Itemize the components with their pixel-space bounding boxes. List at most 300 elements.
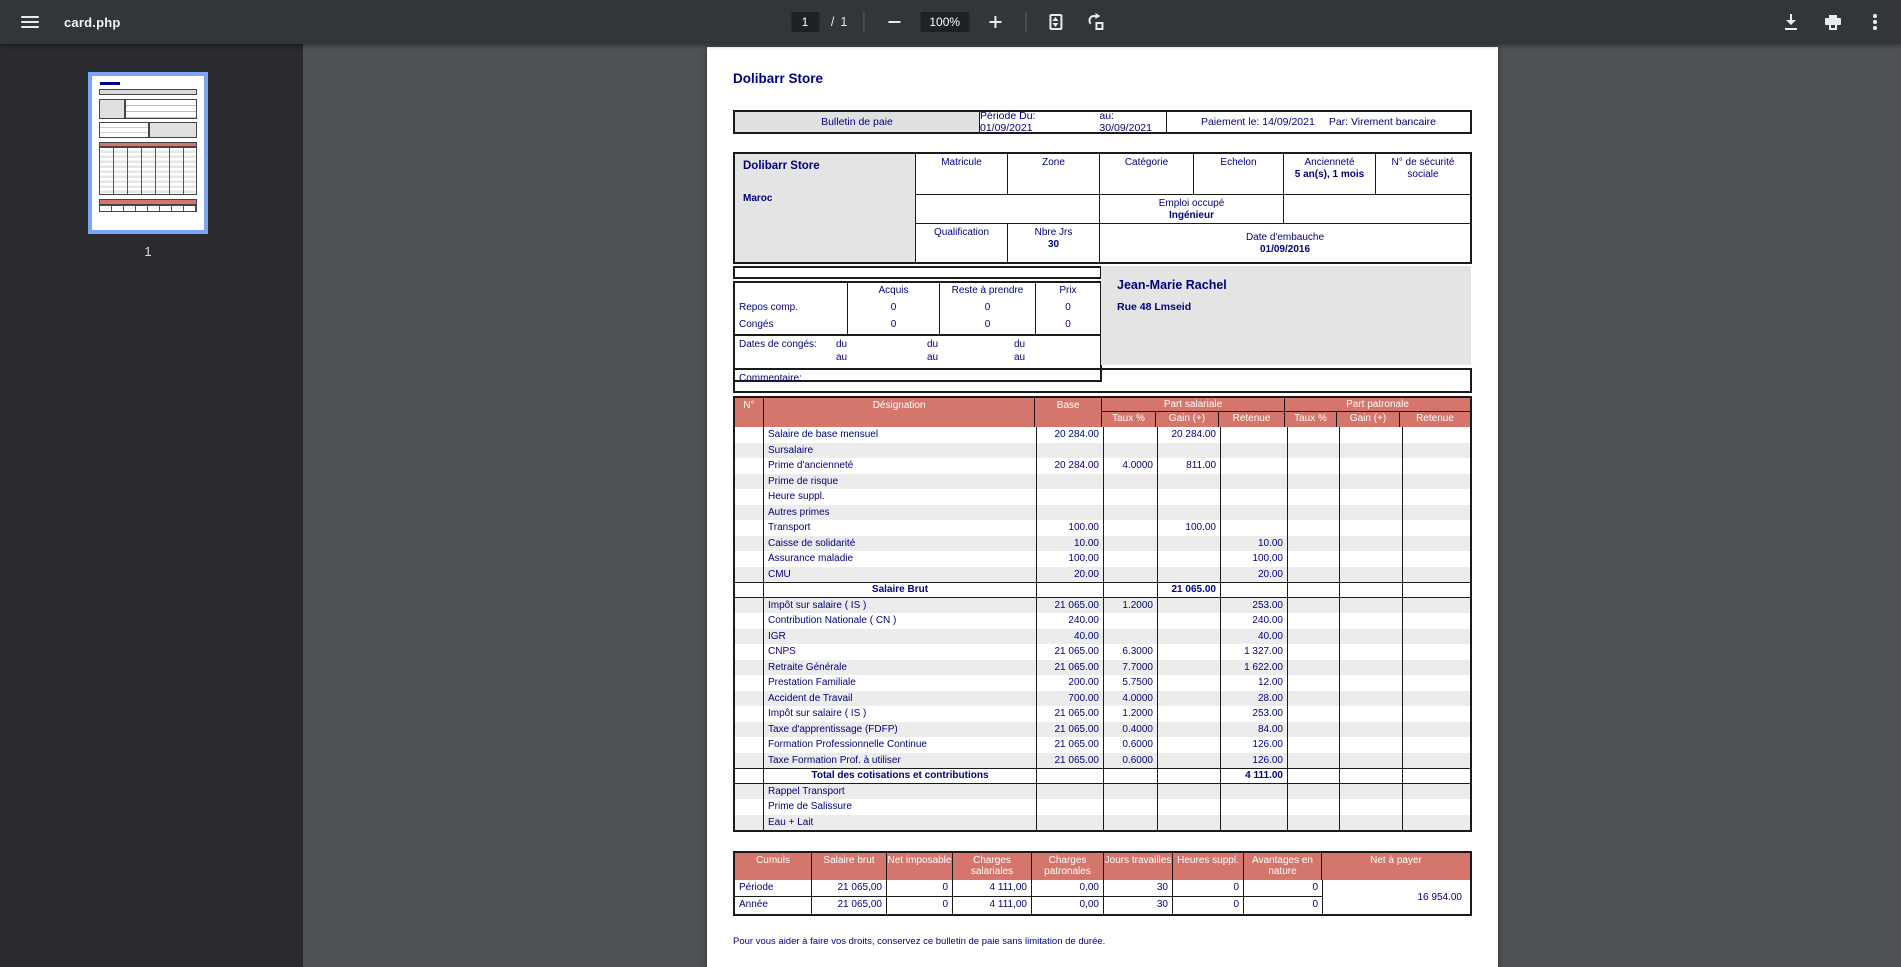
categorie-label: Catégorie <box>1100 154 1194 194</box>
payroll-cell-gain-patronale <box>1340 458 1403 474</box>
payroll-row <box>735 474 1470 490</box>
emploi-value: Ingénieur <box>1168 210 1214 221</box>
payroll-cell-retenue-salariale <box>1221 443 1288 459</box>
payroll-cell-num <box>735 660 764 676</box>
payroll-cell-base <box>1037 489 1104 505</box>
payroll-cell-num <box>735 567 764 583</box>
payroll-cell-gain-patronale <box>1340 427 1403 443</box>
zone-label: Zone <box>1008 154 1100 194</box>
payroll-cell-designation: Retraite Générale <box>764 660 1037 676</box>
leave-row: Repos comp. 0 0 0 <box>735 300 1100 317</box>
payroll-cell-base <box>1037 784 1104 800</box>
payroll-cell-taux-salariale <box>1104 815 1158 831</box>
payroll-cell-gain-salariale <box>1158 706 1221 722</box>
payroll-cell-designation: CNPS <box>764 644 1037 660</box>
group-part-patronale: Part patronale Taux % Gain (+) Retenue <box>1285 398 1470 427</box>
payroll-cell-base <box>1037 769 1104 783</box>
payroll-cell-retenue-salariale <box>1221 474 1288 490</box>
payroll-cell-gain-salariale <box>1158 613 1221 629</box>
payroll-cell-retenue-patronale <box>1403 598 1470 614</box>
payroll-cell-base: 100.00 <box>1037 551 1104 567</box>
page-number-input[interactable] <box>791 12 819 32</box>
page-thumbnail[interactable] <box>88 72 208 234</box>
payroll-cell-retenue-salariale: 10.00 <box>1221 536 1288 552</box>
payslip-title: Bulletin de paie <box>735 112 980 132</box>
embauche-value: 01/09/2016 <box>1259 244 1311 255</box>
payroll-cell-taux-salariale <box>1104 505 1158 521</box>
payroll-cell-retenue-salariale: 126.00 <box>1221 753 1288 769</box>
payroll-cell-retenue-patronale <box>1403 722 1470 738</box>
payroll-cell-base: 21 065.00 <box>1037 644 1104 660</box>
payroll-cell-num <box>735 613 764 629</box>
download-button[interactable] <box>1777 8 1805 36</box>
payroll-cell-base: 21 065.00 <box>1037 660 1104 676</box>
payroll-cell-base: 20.00 <box>1037 567 1104 583</box>
payroll-cell-gain-patronale <box>1340 489 1403 505</box>
toolbar-divider <box>863 12 864 32</box>
payroll-row <box>735 815 1470 831</box>
payroll-cell-designation: CMU <box>764 567 1037 583</box>
payroll-cell-designation: Prestation Familiale <box>764 675 1037 691</box>
download-icon <box>1783 14 1799 30</box>
nbre-jrs-value: 30 <box>1047 239 1060 250</box>
leave-dates-row: Dates de congés: du au du au du au <box>735 334 1100 365</box>
payroll-cell-retenue-salariale <box>1221 583 1288 597</box>
plus-icon <box>989 16 1001 28</box>
payroll-cell-base: 21 065.00 <box>1037 753 1104 769</box>
payroll-row <box>735 675 1470 691</box>
payment-method: Par: Virement bancaire <box>1328 116 1437 128</box>
payroll-cell-designation: Eau + Lait <box>764 815 1037 831</box>
employee-address: Rue 48 Lmseid <box>1117 301 1192 313</box>
payroll-cell-taux-patronale <box>1288 505 1340 521</box>
payroll-cell-designation: Autres primes <box>764 505 1037 521</box>
menu-button[interactable] <box>16 8 44 36</box>
payroll-cell-designation: Prime de risque <box>764 474 1037 490</box>
payroll-row <box>735 753 1470 769</box>
group-part-salariale: Part salariale Taux % Gain (+) Retenue <box>1102 398 1285 427</box>
payroll-cell-retenue-salariale <box>1221 505 1288 521</box>
nbre-jrs-label: Nbre Jrs <box>1034 227 1073 238</box>
payroll-cell-num <box>735 769 764 783</box>
payroll-cell-gain-patronale <box>1340 753 1403 769</box>
payroll-row <box>735 489 1470 505</box>
payroll-row <box>735 505 1470 521</box>
empty-cell <box>1284 195 1470 223</box>
hamburger-icon <box>21 16 39 28</box>
payroll-cell-num <box>735 784 764 800</box>
col-retenue-patronale: Retenue <box>1416 413 1454 424</box>
payroll-cell-gain-patronale <box>1340 567 1403 583</box>
anciennete-label: Ancienneté <box>1304 157 1355 168</box>
payslip-header-table <box>733 110 1472 134</box>
payroll-cell-gain-salariale <box>1158 567 1221 583</box>
payroll-cell-retenue-patronale <box>1403 613 1470 629</box>
payroll-cell-base: 10.00 <box>1037 536 1104 552</box>
payroll-cell-retenue-salariale <box>1221 815 1288 831</box>
payroll-cell-retenue-patronale <box>1403 536 1470 552</box>
payroll-cell-retenue-salariale: 40.00 <box>1221 629 1288 645</box>
period-from: Période Du: 01/09/2021 <box>980 110 1036 134</box>
payroll-cell-num <box>735 644 764 660</box>
payroll-cell-gain-patronale <box>1340 474 1403 490</box>
payroll-cell-designation: Prime d'ancienneté <box>764 458 1037 474</box>
payroll-cell-num <box>735 443 764 459</box>
leave-table <box>733 281 1102 382</box>
payroll-cell-retenue-salariale: 240.00 <box>1221 613 1288 629</box>
payroll-cell-taux-salariale: 0.4000 <box>1104 722 1158 738</box>
payroll-cell-num <box>735 427 764 443</box>
payroll-cell-retenue-patronale <box>1403 489 1470 505</box>
payroll-cell-taux-salariale <box>1104 520 1158 536</box>
payroll-cell-retenue-patronale <box>1403 784 1470 800</box>
page-count <box>831 15 847 29</box>
payslip-page <box>707 47 1498 967</box>
payroll-cell-base: 700.00 <box>1037 691 1104 707</box>
leave-col-acquis: Acquis <box>848 283 940 300</box>
payroll-cell-taux-salariale: 0.6000 <box>1104 737 1158 753</box>
empty-cell <box>916 195 1100 223</box>
print-icon <box>1825 15 1841 30</box>
secu-label: N° de sécurité sociale <box>1391 157 1455 180</box>
payroll-cell-gain-patronale <box>1340 613 1403 629</box>
payroll-header <box>735 398 1470 427</box>
payroll-cell-designation: Taxe d'apprentissage (FDFP) <box>764 722 1037 738</box>
net-a-payer-value: 16 954.00 <box>1322 880 1470 914</box>
document-title: card.php <box>64 14 121 30</box>
period-to: au: 30/09/2021 <box>1099 110 1152 134</box>
period-cell <box>980 112 1167 132</box>
payroll-cell-retenue-patronale <box>1403 706 1470 722</box>
payroll-cell-num <box>735 536 764 552</box>
payroll-cell-taux-patronale <box>1288 613 1340 629</box>
payroll-cell-base: 20 284.00 <box>1037 458 1104 474</box>
qualification-label: Qualification <box>916 224 1008 262</box>
payroll-cell-gain-salariale <box>1158 536 1221 552</box>
payroll-cell-base: 200.00 <box>1037 675 1104 691</box>
payroll-cell-gain-patronale <box>1340 737 1403 753</box>
payroll-cell-taux-patronale <box>1288 769 1340 783</box>
zoom-out-button[interactable] <box>880 8 908 36</box>
payroll-cell-gain-salariale: 811.00 <box>1158 458 1221 474</box>
payroll-cell-gain-patronale <box>1340 629 1403 645</box>
zoom-level[interactable]: 100% <box>920 12 969 32</box>
payroll-cell-designation: Assurance maladie <box>764 551 1037 567</box>
payroll-cell-retenue-salariale: 28.00 <box>1221 691 1288 707</box>
payroll-cell-retenue-salariale: 20.00 <box>1221 567 1288 583</box>
payroll-cell-gain-salariale <box>1158 691 1221 707</box>
payroll-cell-taux-salariale: 1.2000 <box>1104 706 1158 722</box>
cumuls-header: Cumuls Salaire brut Net imposable Charges salariales Charges patronales Jours travailles Heures suppl. Avantages en nature Net à payer <box>735 853 1470 880</box>
payroll-cell-taux-patronale <box>1288 583 1340 597</box>
payroll-cell-gain-patronale <box>1340 536 1403 552</box>
payroll-cell-gain-patronale <box>1340 644 1403 660</box>
payroll-row <box>735 691 1470 707</box>
payroll-cell-base <box>1037 474 1104 490</box>
payroll-cell-taux-patronale <box>1288 427 1340 443</box>
payroll-row <box>735 613 1470 629</box>
thumbnail-preview <box>92 76 204 230</box>
pdf-toolbar <box>0 0 1901 44</box>
payroll-cell-gain-patronale <box>1340 769 1403 783</box>
col-taux-salariale: Taux % <box>1102 412 1156 427</box>
payroll-cell-designation: Accident de Travail <box>764 691 1037 707</box>
payroll-cell-base <box>1037 799 1104 815</box>
page-divider: / <box>830 15 835 29</box>
employer-country: Maroc <box>743 193 773 204</box>
employer-cell <box>735 154 916 262</box>
echelon-label: Echelon <box>1194 154 1284 194</box>
payroll-cell-taux-patronale <box>1288 722 1340 738</box>
payroll-cell-taux-patronale <box>1288 753 1340 769</box>
payroll-row <box>735 598 1470 614</box>
leave-col-reste: Reste à prendre <box>940 283 1036 300</box>
payroll-cell-gain-salariale: 100.00 <box>1158 520 1221 536</box>
payroll-cell-num <box>735 458 764 474</box>
payroll-cell-base: 240.00 <box>1037 613 1104 629</box>
payroll-cell-retenue-patronale <box>1403 660 1470 676</box>
payroll-row <box>735 799 1470 815</box>
payroll-cell-taux-patronale <box>1288 644 1340 660</box>
payroll-cell-taux-salariale <box>1104 613 1158 629</box>
payroll-cell-designation: Caisse de solidarité <box>764 536 1037 552</box>
payroll-cell-retenue-salariale <box>1221 799 1288 815</box>
payroll-cell-gain-patronale <box>1340 799 1403 815</box>
emploi-label: Emploi occupé <box>1158 198 1225 209</box>
payroll-cell-taux-patronale <box>1288 799 1340 815</box>
payroll-cell-retenue-patronale <box>1403 458 1470 474</box>
payroll-row <box>735 722 1470 738</box>
payroll-cell-designation: Salaire Brut <box>764 583 1037 597</box>
payroll-cell-retenue-patronale <box>1403 799 1470 815</box>
payroll-cell-taux-patronale <box>1288 551 1340 567</box>
payroll-cell-gain-patronale <box>1340 598 1403 614</box>
payroll-cell-taux-salariale: 6.3000 <box>1104 644 1158 660</box>
payroll-cell-gain-salariale <box>1158 769 1221 783</box>
employee-name: Jean-Marie Rachel <box>1117 278 1227 292</box>
payroll-cell-base <box>1037 583 1104 597</box>
payroll-cell-designation: Heure suppl. <box>764 489 1037 505</box>
payroll-cell-designation: IGR <box>764 629 1037 645</box>
payroll-cell-taux-patronale <box>1288 784 1340 800</box>
payroll-row <box>735 567 1470 583</box>
print-button[interactable] <box>1819 8 1847 36</box>
payroll-row <box>735 520 1470 536</box>
payroll-cell-retenue-patronale <box>1403 520 1470 536</box>
payroll-cell-taux-patronale <box>1288 675 1340 691</box>
payroll-cell-taux-patronale <box>1288 520 1340 536</box>
payroll-cell-gain-salariale <box>1158 629 1221 645</box>
payroll-cell-taux-salariale: 7.7000 <box>1104 660 1158 676</box>
payroll-cell-gain-salariale <box>1158 753 1221 769</box>
payroll-cell-retenue-patronale <box>1403 737 1470 753</box>
payroll-cell-gain-salariale <box>1158 551 1221 567</box>
payroll-cell-num <box>735 551 764 567</box>
payroll-cell-designation: Impôt sur salaire ( IS ) <box>764 598 1037 614</box>
col-base: Base <box>1035 398 1102 427</box>
payroll-cell-retenue-patronale <box>1403 443 1470 459</box>
payroll-cell-taux-salariale <box>1104 567 1158 583</box>
payroll-cell-retenue-salariale: 4 111.00 <box>1221 769 1288 783</box>
payroll-cell-taux-patronale <box>1288 536 1340 552</box>
payroll-cell-designation: Taxe Formation Prof. à utiliser <box>764 753 1037 769</box>
payroll-cell-designation: Total des cotisations et contributions <box>764 769 1037 783</box>
payroll-cell-base: 40.00 <box>1037 629 1104 645</box>
thumbnail-page-number: 1 <box>144 244 152 259</box>
payroll-cell-taux-patronale <box>1288 691 1340 707</box>
payroll-cell-retenue-patronale <box>1403 629 1470 645</box>
minus-icon <box>888 21 900 23</box>
thumbnail-sidebar <box>0 44 303 967</box>
col-taux-patronale: Taux % <box>1285 412 1337 427</box>
payroll-cell-designation: Salaire de base mensuel <box>764 427 1037 443</box>
payroll-body <box>735 427 1470 830</box>
payroll-cell-retenue-salariale <box>1221 520 1288 536</box>
payroll-cell-gain-patronale <box>1340 505 1403 521</box>
payroll-cell-taux-salariale <box>1104 536 1158 552</box>
rotate-icon <box>1088 14 1105 31</box>
pdf-viewport <box>303 44 1901 967</box>
payroll-cell-taux-salariale <box>1104 474 1158 490</box>
cumuls-table <box>733 851 1472 916</box>
payroll-cell-gain-salariale: 21 065.00 <box>1158 583 1221 597</box>
payroll-row <box>735 768 1470 784</box>
payroll-cell-retenue-salariale <box>1221 427 1288 443</box>
payroll-cell-retenue-salariale <box>1221 458 1288 474</box>
payroll-cell-taux-salariale <box>1104 799 1158 815</box>
dates-label: Dates de congés: <box>739 339 817 350</box>
col-num: N° <box>735 398 764 427</box>
payroll-cell-gain-salariale <box>1158 489 1221 505</box>
payroll-cell-base: 21 065.00 <box>1037 706 1104 722</box>
payroll-cell-taux-patronale <box>1288 706 1340 722</box>
payroll-cell-base <box>1037 443 1104 459</box>
payroll-table <box>733 396 1472 832</box>
leave-header-row <box>735 283 1100 300</box>
leave-row: Congés 0 0 0 <box>735 317 1100 334</box>
payroll-cell-gain-patronale <box>1340 784 1403 800</box>
payroll-cell-retenue-patronale <box>1403 644 1470 660</box>
payroll-cell-num <box>735 675 764 691</box>
fit-page-icon <box>1050 14 1063 30</box>
matricule-label: Matricule <box>916 154 1008 194</box>
payroll-cell-gain-patronale <box>1340 706 1403 722</box>
payroll-row <box>735 582 1470 598</box>
payroll-cell-gain-salariale: 20 284.00 <box>1158 427 1221 443</box>
payroll-cell-retenue-salariale: 253.00 <box>1221 706 1288 722</box>
payroll-cell-num <box>735 629 764 645</box>
payroll-cell-retenue-salariale: 1 327.00 <box>1221 644 1288 660</box>
zoom-in-button[interactable] <box>981 8 1009 36</box>
payroll-cell-num <box>735 505 764 521</box>
payroll-cell-num <box>735 722 764 738</box>
payroll-cell-taux-salariale <box>1104 427 1158 443</box>
payroll-cell-gain-patronale <box>1340 660 1403 676</box>
payroll-cell-retenue-patronale <box>1403 583 1470 597</box>
payroll-cell-taux-salariale: 4.0000 <box>1104 691 1158 707</box>
payroll-cell-retenue-patronale <box>1403 551 1470 567</box>
payroll-cell-gain-salariale <box>1158 784 1221 800</box>
anciennete-value: 5 an(s), 1 mois <box>1294 169 1365 180</box>
col-retenue-salariale: Retenue <box>1232 413 1271 424</box>
payroll-cell-designation: Rappel Transport <box>764 784 1037 800</box>
cumuls-row-annee: Année 21 065,00 0 4 111,00 0,00 30 0 0 <box>735 897 1322 914</box>
payroll-cell-base: 20 284.00 <box>1037 427 1104 443</box>
payroll-row <box>735 458 1470 474</box>
payroll-cell-taux-salariale: 4.0000 <box>1104 458 1158 474</box>
payroll-row <box>735 644 1470 660</box>
payroll-cell-retenue-patronale <box>1403 769 1470 783</box>
payroll-cell-taux-patronale <box>1288 443 1340 459</box>
page-total: 1 <box>840 15 848 29</box>
payroll-cell-gain-salariale <box>1158 505 1221 521</box>
payroll-cell-designation: Sursalaire <box>764 443 1037 459</box>
more-options-button[interactable] <box>1861 8 1889 36</box>
payroll-cell-num <box>735 489 764 505</box>
payroll-cell-retenue-salariale: 253.00 <box>1221 598 1288 614</box>
cumuls-row-periode: Période 21 065,00 0 4 111,00 0,00 30 0 0 <box>735 880 1322 897</box>
employer-name: Dolibarr Store <box>743 160 820 172</box>
toolbar-divider <box>1025 12 1026 32</box>
anciennete-cell <box>1284 154 1376 194</box>
employee-box <box>1101 266 1471 365</box>
payroll-cell-taux-salariale <box>1104 443 1158 459</box>
payroll-cell-taux-salariale <box>1104 769 1158 783</box>
payroll-row <box>735 784 1470 800</box>
payroll-row <box>735 737 1470 753</box>
rotate-button[interactable] <box>1082 8 1110 36</box>
embauche-label: Date d'embauche <box>1245 232 1325 243</box>
payroll-cell-retenue-salariale: 126.00 <box>1221 737 1288 753</box>
payroll-cell-retenue-salariale: 1 622.00 <box>1221 660 1288 676</box>
payroll-cell-gain-salariale <box>1158 815 1221 831</box>
payroll-cell-gain-salariale <box>1158 799 1221 815</box>
payroll-row <box>735 660 1470 676</box>
payroll-cell-retenue-patronale <box>1403 427 1470 443</box>
payslip-footer-note: Pour vous aider à faire vos droits, conservez ce bulletin de paie sans limitation de durée. <box>733 936 1106 947</box>
payroll-cell-num <box>735 706 764 722</box>
empty-strip <box>733 266 1102 279</box>
payroll-cell-gain-salariale <box>1158 737 1221 753</box>
col-designation: Désignation <box>764 398 1036 427</box>
col-gain-salariale: Gain (+) <box>1156 412 1219 427</box>
nbre-jrs-cell <box>1008 224 1100 262</box>
emploi-cell <box>1100 195 1284 223</box>
payroll-cell-taux-patronale <box>1288 567 1340 583</box>
payroll-cell-gain-salariale <box>1158 474 1221 490</box>
payroll-cell-designation: Impôt sur salaire ( IS ) <box>764 706 1037 722</box>
payroll-cell-gain-patronale <box>1340 815 1403 831</box>
payroll-cell-retenue-salariale <box>1221 489 1288 505</box>
payroll-cell-designation: Prime de Salissure <box>764 799 1037 815</box>
payroll-cell-gain-patronale <box>1340 583 1403 597</box>
fit-to-page-button[interactable] <box>1042 8 1070 36</box>
payment-date: Paiement le: 14/09/2021 <box>1200 116 1315 128</box>
payroll-cell-taux-salariale: 1.2000 <box>1104 598 1158 614</box>
payroll-cell-designation: Contribution Nationale ( CN ) <box>764 613 1037 629</box>
payroll-cell-num <box>735 737 764 753</box>
payroll-cell-gain-salariale <box>1158 443 1221 459</box>
payroll-cell-num <box>735 598 764 614</box>
payroll-cell-taux-salariale: 0.6000 <box>1104 753 1158 769</box>
payroll-cell-taux-patronale <box>1288 458 1340 474</box>
payroll-row <box>735 443 1470 459</box>
payroll-cell-num <box>735 520 764 536</box>
three-dot-menu-icon <box>1873 14 1877 30</box>
payroll-cell-gain-patronale <box>1340 443 1403 459</box>
payroll-row <box>735 536 1470 552</box>
payroll-cell-taux-salariale <box>1104 629 1158 645</box>
